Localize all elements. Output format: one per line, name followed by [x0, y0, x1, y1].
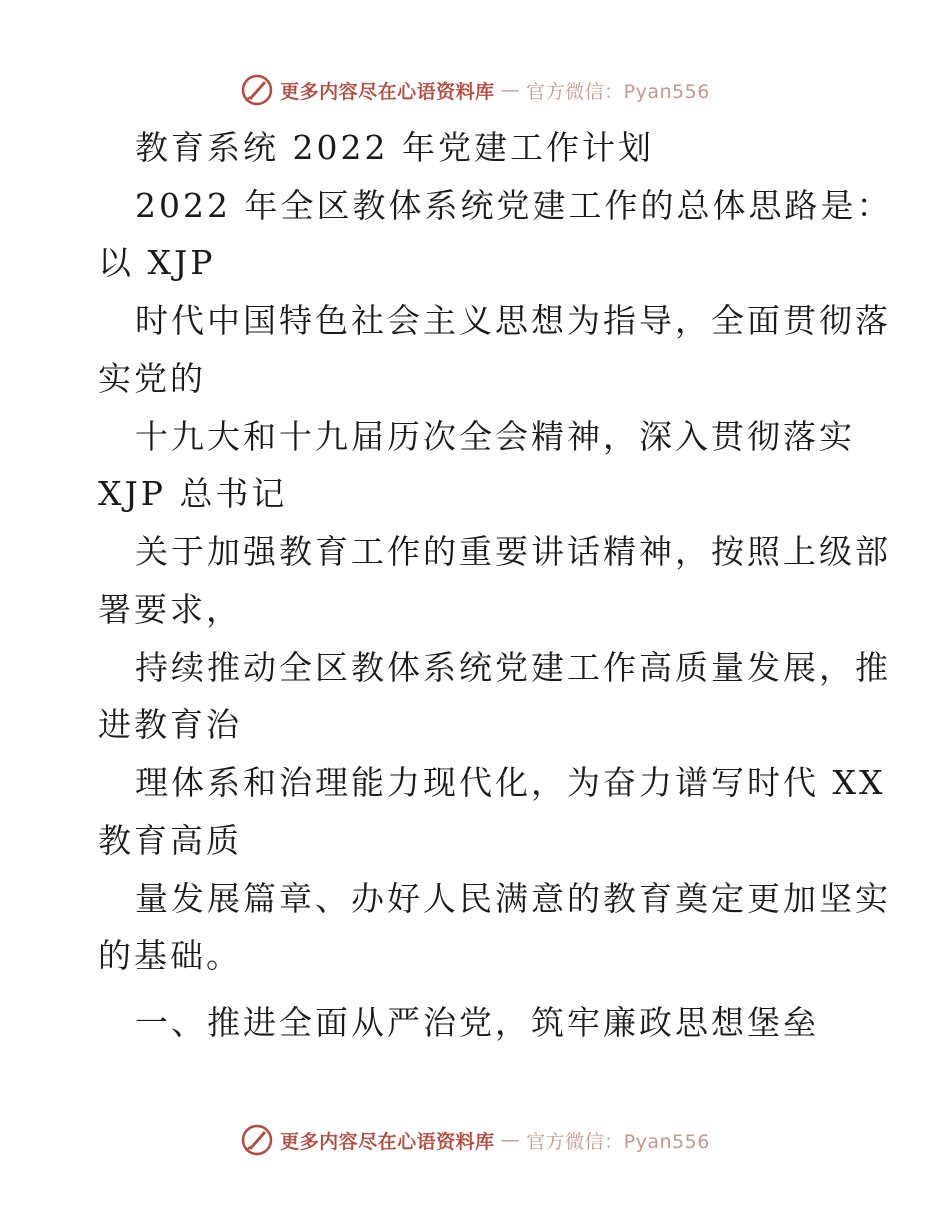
paragraph-line: 关于加强教育工作的重要讲话精神，按照上级部	[135, 532, 891, 571]
paragraph-line: 以 XJP	[98, 243, 216, 282]
paragraph-line: 教育高质	[98, 821, 242, 860]
watermark-brand: 更多内容尽在心语资料库	[280, 1130, 495, 1153]
watermark-brand: 更多内容尽在心语资料库	[280, 80, 495, 103]
footer-watermark	[0, 1120, 950, 1160]
watermark-dash: —	[500, 1129, 521, 1151]
paragraph-line: 的基础。	[98, 936, 242, 975]
paragraph-line: 实党的	[98, 359, 206, 398]
watermark-dash: —	[500, 79, 521, 101]
feather-pen-logo-icon	[240, 1123, 274, 1157]
watermark-contact: 官方微信：Pyan556	[526, 80, 710, 103]
paragraph-line: 署要求，	[98, 590, 242, 629]
paragraph-line: XJP 总书记	[98, 474, 288, 513]
paragraph-line: 2022 年全区教体系统党建工作的总体思路是：	[135, 186, 893, 225]
paragraph-line: 进教育治	[98, 705, 242, 744]
document-title: 教育系统 2022 年党建工作计划	[135, 128, 654, 167]
paragraph-line: 持续推动全区教体系统党建工作高质量发展，推	[135, 648, 891, 687]
section-heading: 一、推进全面从严治党，筑牢廉政思想堡垒	[135, 1003, 819, 1042]
paragraph-line: 十九大和十九届历次全会精神，深入贯彻落实	[135, 417, 855, 456]
paragraph-line: 时代中国特色社会主义思想为指导，全面贯彻落	[135, 301, 891, 340]
paragraph-line: 量发展篇章、办好人民满意的教育奠定更加坚实	[135, 879, 891, 918]
paragraph-line: 理体系和治理能力现代化，为奋力谱写时代 XX	[135, 763, 886, 802]
watermark-contact: 官方微信：Pyan556	[526, 1130, 710, 1153]
